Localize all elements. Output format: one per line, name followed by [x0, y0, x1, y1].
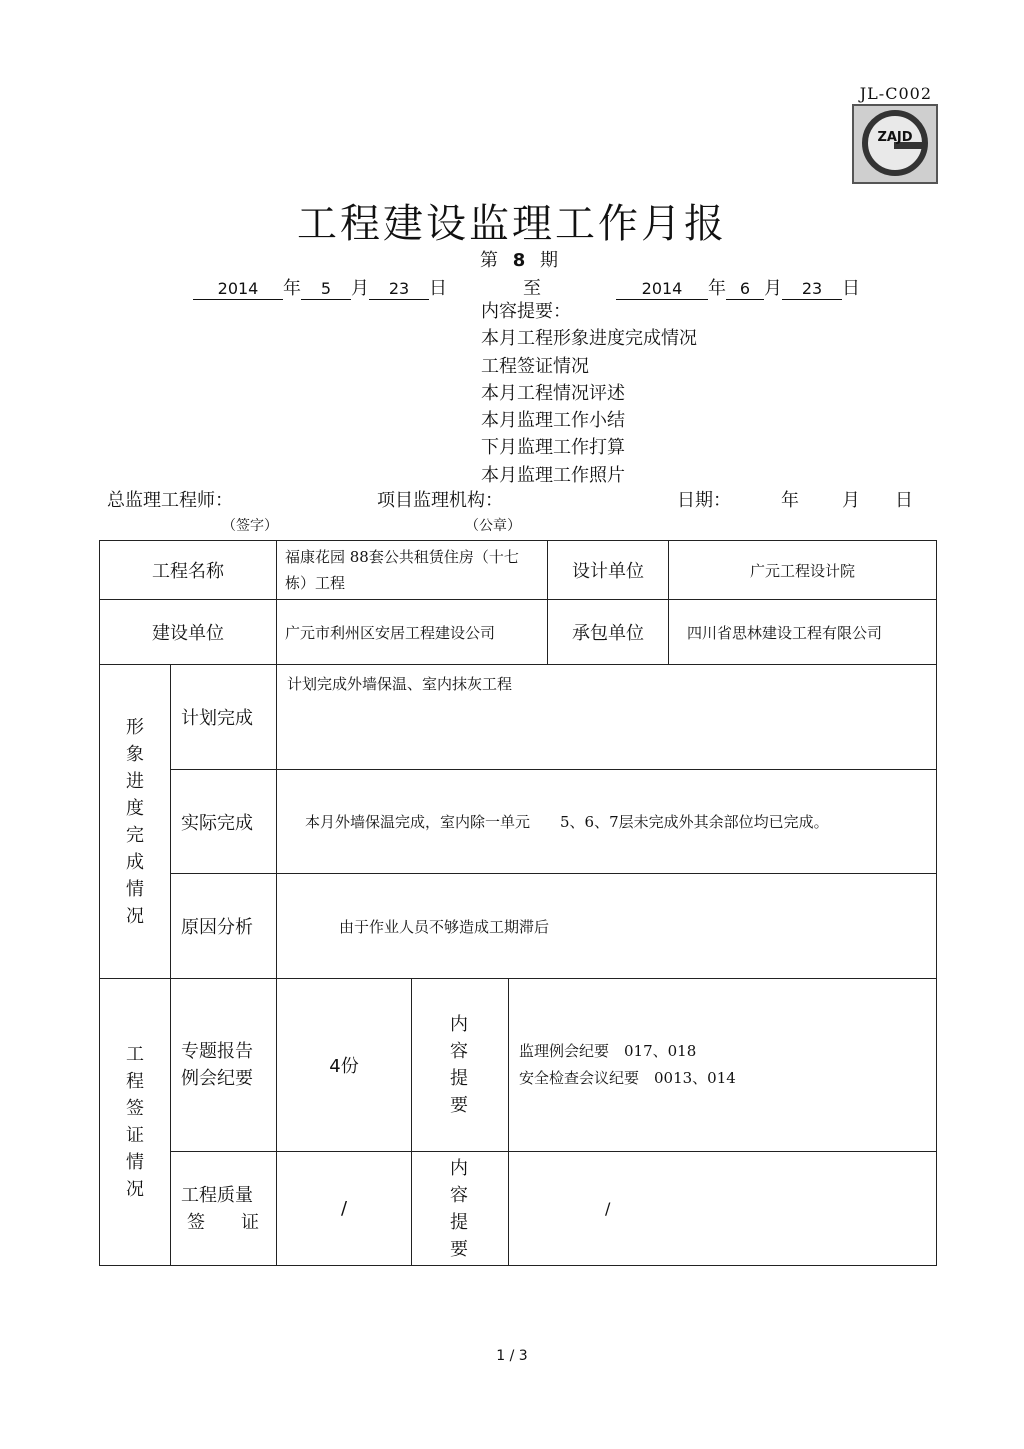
design-unit-label: 设计单位 — [548, 541, 669, 599]
report-table — [99, 540, 937, 1266]
planned-label: 计划完成 — [171, 665, 277, 770]
quality-label — [171, 1152, 277, 1266]
year-char: 年 — [283, 278, 301, 299]
issue-number — [480, 246, 558, 272]
year-char: 年 — [708, 278, 726, 299]
start-month: 5 — [301, 279, 351, 300]
day-char: 日 — [842, 278, 860, 299]
sign-note: （签字） — [222, 518, 278, 534]
construction-unit: 广元市利州区安居工程建设公司 — [277, 600, 548, 665]
report-content — [509, 979, 936, 1151]
summary-item: 本月工程形象进度完成情况 — [481, 328, 697, 350]
table-row — [100, 600, 937, 665]
report-content-cell — [412, 979, 937, 1152]
table-row — [100, 874, 937, 979]
month-char: 月 — [351, 278, 369, 299]
organization-label: 项目监理机构： — [377, 490, 503, 511]
issue-prefix: 第 — [480, 250, 498, 271]
report-content-line: 监理例会纪要 017、018 — [519, 1042, 697, 1060]
logo-text: ZAJD — [877, 130, 913, 145]
summary-item: 本月工程情况评述 — [481, 382, 625, 404]
actual-value: 本月外墙保温完成，室内除一单元 5、6、7层未完成外其余部位均已完成。 — [277, 770, 937, 874]
table-row — [100, 979, 937, 1152]
date-year: 年 — [781, 490, 799, 511]
quality-content-label-text: 内容提要 — [450, 1157, 468, 1260]
summary-item: 本月监理工作小结 — [481, 410, 625, 432]
issue-suffix: 期 — [540, 250, 558, 271]
table-row — [100, 541, 937, 600]
quality-content: / — [605, 1199, 611, 1218]
end-day: 23 — [782, 279, 842, 300]
zajd-logo — [852, 104, 938, 184]
report-content-label — [412, 979, 509, 1151]
date-label: 日期： — [677, 490, 731, 511]
visa-label-text: 工程签证情况 — [126, 1044, 144, 1200]
project-name: 福康花园 88套公共租赁住房（十七栋）工程 — [277, 541, 548, 600]
visa-label — [100, 979, 171, 1266]
reason-label: 原因分析 — [171, 874, 277, 979]
summary-item: 工程签证情况 — [481, 355, 589, 377]
design-unit-cell — [548, 541, 937, 600]
quality-value: / — [277, 1152, 412, 1266]
chief-engineer-label: 总监理工程师： — [107, 490, 233, 511]
report-content-line: 安全检查会议纪要 0013、014 — [519, 1069, 736, 1087]
period-to: 至 — [523, 278, 541, 299]
summary-heading: 内容提要： — [481, 301, 571, 322]
seal-note: （公章） — [465, 518, 521, 534]
period-end — [616, 274, 860, 300]
end-month: 6 — [726, 279, 764, 300]
report-label-text: 专题报告例会纪要 — [181, 1041, 253, 1089]
progress-label-text: 形象进度完成情况 — [126, 716, 144, 927]
quality-label-line: 工程质量 — [181, 1184, 253, 1206]
end-year: 2014 — [616, 279, 708, 300]
date-month: 月 — [842, 490, 860, 511]
page-title: 工程建设监理工作月报 — [297, 201, 727, 247]
start-day: 23 — [369, 279, 429, 300]
table-row — [100, 770, 937, 874]
day-char: 日 — [429, 278, 447, 299]
design-unit: 广元工程设计院 — [750, 561, 856, 580]
month-char: 月 — [764, 278, 782, 299]
table-row — [100, 665, 937, 770]
summary-item: 下月监理工作打算 — [481, 437, 625, 459]
table-row — [100, 1152, 937, 1266]
actual-label: 实际完成 — [171, 770, 277, 874]
quality-content-label — [412, 1152, 509, 1265]
contractor: 四川省思林建设工程有限公司 — [687, 623, 883, 642]
report-content-label-text: 内容提要 — [450, 1014, 468, 1116]
form-code: JL-C002 — [859, 84, 932, 103]
contractor-label: 承包单位 — [548, 600, 669, 664]
quality-label-line: 签 证 — [187, 1211, 259, 1233]
page-number: 1 / 3 — [496, 1348, 528, 1364]
planned-value: 计划完成外墙保温、室内抹灰工程 — [277, 665, 937, 770]
summary-item: 本月监理工作照片 — [481, 464, 625, 486]
date-day: 日 — [895, 490, 913, 511]
report-label — [171, 979, 277, 1152]
construction-unit-label: 建设单位 — [100, 600, 277, 665]
reason-value: 由于作业人员不够造成工期滞后 — [277, 874, 937, 979]
report-count: 4份 — [277, 979, 412, 1152]
period-start — [193, 274, 447, 300]
issue-value: 8 — [512, 250, 526, 271]
contractor-cell — [548, 600, 937, 665]
content-summary — [481, 298, 697, 489]
progress-label — [100, 665, 171, 979]
project-name-label: 工程名称 — [100, 541, 277, 600]
quality-content-cell — [412, 1152, 937, 1266]
start-year: 2014 — [193, 279, 283, 300]
